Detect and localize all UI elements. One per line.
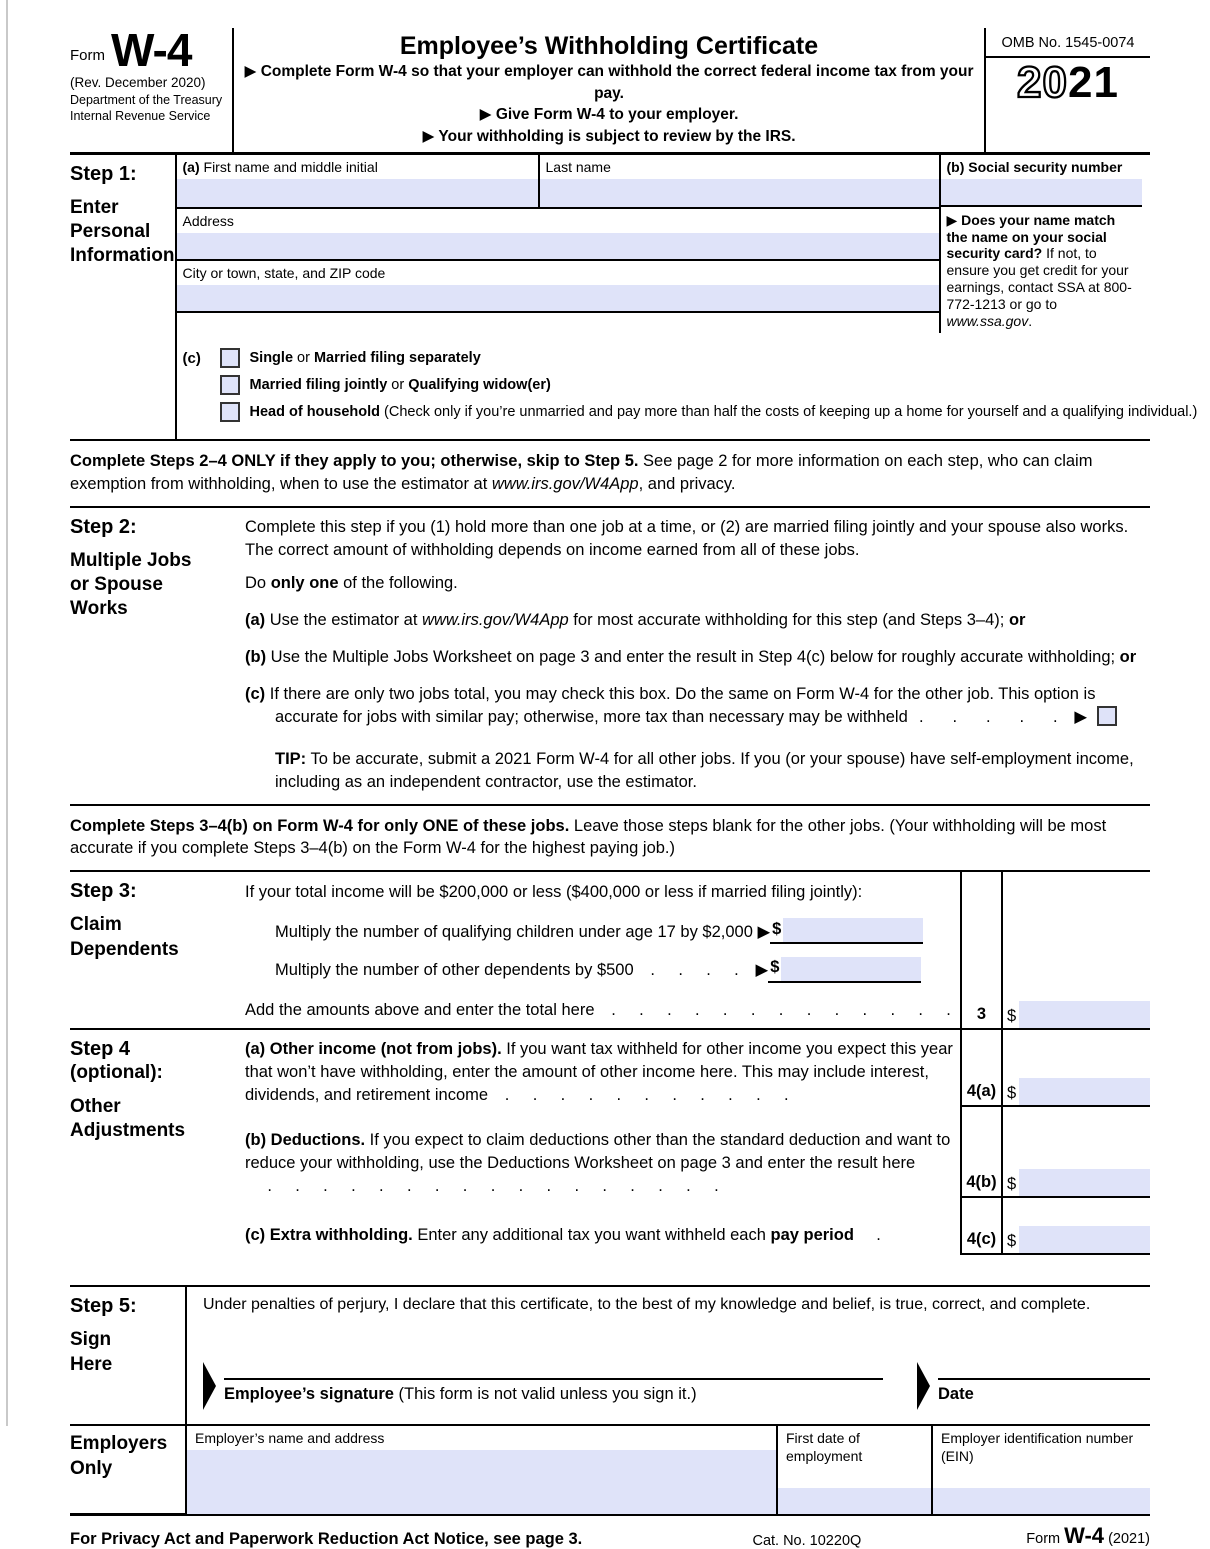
- step1-heading: [70, 155, 175, 440]
- married-jointly-label: Married filing jointly or Qualifying widow(er): [249, 377, 551, 394]
- married-jointly-checkbox[interactable]: [220, 375, 240, 395]
- ein-label: Employer identification number (EIN): [941, 1430, 1134, 1464]
- employee-signature-label: Employee’s signature (This form is not valid unless you sign it.): [224, 1385, 697, 1404]
- signature-arrow-icon: [203, 1362, 216, 1410]
- step4c-amount-input[interactable]: [1019, 1226, 1150, 1253]
- step4-heading: [70, 1030, 245, 1256]
- form-footer: [70, 1516, 1150, 1549]
- step3-total-amount-input[interactable]: [1019, 1001, 1150, 1028]
- date-input[interactable]: [938, 1350, 1150, 1380]
- line-number-3: 3: [960, 983, 1003, 1028]
- step3-total-row: Add the amounts above and enter the total here . . . . . . . . . . . . .: [245, 1000, 952, 1019]
- step2-tip: TIP: To be accurate, submit a 2021 Form W-4 for all other jobs. If you (or your spouse) have self-employment income, including as an independent contractor, use the estimator.: [275, 749, 1134, 791]
- step5-heading: [70, 1287, 185, 1424]
- total-currency-symbol: $: [1007, 1006, 1017, 1025]
- step1-sub-line: Personal: [70, 221, 151, 243]
- header-bullet-3: ▶ Your withholding is subject to review by the IRS.: [422, 128, 796, 146]
- other-dependents-currency-symbol: $: [768, 956, 781, 982]
- employer-name-address-label: Employer’s name and address: [195, 1430, 385, 1447]
- step4c-amount-cell: [1003, 1198, 1150, 1255]
- step2-sub-line: or Spouse: [70, 574, 163, 596]
- step2-section: [70, 508, 1150, 806]
- first-date-employment-label: First date of employment: [786, 1430, 863, 1464]
- step2-title: Step 2:: [70, 515, 137, 538]
- ssn-match-note: ▶ Does your name match the name on your social security card? If not, to ensure you get credit for your earnings, contact SSA at 800-772-1213 or go to www.ssa.gov.: [946, 211, 1132, 329]
- filing-status-row-married-jointly: [177, 375, 1198, 395]
- form-number: W-4: [111, 24, 192, 76]
- omb-year-block: [984, 28, 1150, 152]
- step2-option-c: [245, 683, 1150, 729]
- step5-title: Step 5:: [70, 1295, 137, 1318]
- city-state-zip-label: City or town, state, and ZIP code: [182, 264, 386, 281]
- step3-title: Step 3:: [70, 880, 137, 903]
- step5-sub-line: Here: [70, 1353, 113, 1375]
- scan-edge: [6, 0, 8, 1426]
- step4-title: Step 4: [70, 1037, 131, 1060]
- two-jobs-checkbox[interactable]: [1097, 706, 1117, 726]
- children-amount-input[interactable]: [783, 918, 923, 944]
- city-state-zip-input[interactable]: [177, 285, 939, 313]
- filing-status-group: [177, 333, 1198, 439]
- steps-2-4-intro: Complete Steps 2–4 ONLY if they apply to you; otherwise, skip to Step 5. See page 2 for more information on each step, who can claim exemption from withholding, when to use the estimator at www.irs.gov/W4App, and privacy.: [70, 441, 1150, 508]
- filing-status-row-head-of-household: [177, 402, 1198, 422]
- step3-children-text: Multiply the number of qualifying children under age 17 by $2,000 ▶: [275, 923, 771, 942]
- ssn-input[interactable]: [941, 179, 1142, 207]
- other-dependents-amount-input[interactable]: [781, 957, 921, 983]
- form-title: Employee’s Withholding Certificate: [399, 32, 819, 60]
- step3-sub-line: Claim: [70, 914, 122, 936]
- form-title-block: [232, 28, 984, 152]
- footer-form-year: (2021): [1104, 1531, 1150, 1548]
- year-bold: 21: [1068, 58, 1119, 107]
- item-c-tag: (c): [182, 349, 201, 367]
- first-name-label: (a) First name and middle initial: [182, 158, 378, 175]
- head-of-household-checkbox[interactable]: [220, 402, 240, 422]
- ein-input[interactable]: [933, 1488, 1150, 1514]
- date-label: Date: [938, 1385, 974, 1404]
- step3-other-dependents-row: [245, 944, 960, 982]
- step1-sub-line: Enter: [70, 196, 119, 218]
- employers-title-line: Employers: [70, 1433, 168, 1455]
- privacy-act-notice: For Privacy Act and Paperwork Reduction Act Notice, see page 3.: [70, 1530, 583, 1549]
- step4b-amount-cell: [1003, 1107, 1150, 1198]
- step3-section: [70, 872, 1150, 1029]
- form-word: Form: [70, 47, 105, 65]
- form-identity-block: [70, 24, 232, 152]
- line-number-4a: 4(a): [960, 1030, 1003, 1107]
- employers-fields: [185, 1426, 1150, 1516]
- first-name-input[interactable]: [177, 179, 538, 207]
- line-number-4b: 4(b): [960, 1107, 1003, 1198]
- ssn-label: (b) Social security number: [946, 158, 1123, 175]
- footer-form-number: W-4: [1064, 1523, 1105, 1549]
- step3-total-amount-cell: [1003, 983, 1150, 1028]
- step3-heading: [70, 872, 245, 1027]
- step2-sub-line: Multiple Jobs: [70, 549, 192, 571]
- step3-intro: If your total income will be $200,000 or less ($400,000 or less if married filing jointly):: [245, 883, 863, 902]
- head-of-household-label: Head of household (Check only if you’re unmarried and pay more than half the costs of keeping up a home for yourself and a qualifying individual.): [249, 404, 1198, 421]
- tax-year: [986, 58, 1150, 109]
- filing-status-row-single: [177, 348, 1198, 368]
- step2-sub-line: Works: [70, 598, 128, 620]
- step4b-currency-symbol: $: [1007, 1175, 1017, 1194]
- step5-body: [185, 1287, 1150, 1424]
- step4a-currency-symbol: $: [1007, 1083, 1017, 1102]
- step4c-text: (c) Extra withholding. Enter any additional tax you want withheld each pay period .: [245, 1226, 882, 1245]
- children-currency-symbol: $: [770, 918, 783, 944]
- step1-fields: [175, 155, 1198, 440]
- step4-sub-line: Other: [70, 1095, 121, 1117]
- step1-title: Step 1:: [70, 162, 137, 185]
- step3-children-row: [245, 906, 960, 944]
- step4-sub-line: (optional):: [70, 1061, 163, 1083]
- steps-3-4b-intro: Complete Steps 3–4(b) on Form W-4 for only ONE of these jobs. Leave those steps blank for the other jobs. (Your withholding will be most accurate if you complete Steps 3–4(b) on the Form W-4 for the highest paying job.): [70, 806, 1150, 873]
- single-checkbox[interactable]: [220, 348, 240, 368]
- step4c-currency-symbol: $: [1007, 1232, 1017, 1251]
- step4b-amount-input[interactable]: [1019, 1169, 1150, 1196]
- step4a-amount-cell: [1003, 1030, 1150, 1107]
- step4b-text: (b) Deductions. If you expect to claim deductions other than the standard deduction and want to reduce your withholding, use the Deductions Worksheet on page 3 and enter the result here . . . . . . . . . . . . . . . . .: [245, 1130, 951, 1196]
- last-name-input[interactable]: [540, 179, 939, 207]
- step1-sub-line: Information: [70, 245, 175, 267]
- header-bullet-2: ▶ Give Form W-4 to your employer.: [479, 106, 739, 124]
- employers-title-line: Only: [70, 1457, 113, 1479]
- perjury-statement: Under penalties of perjury, I declare that this certificate, to the best of my knowledge and belief, is true, correct, and complete.: [203, 1296, 1091, 1314]
- step2-option-b: (b) Use the Multiple Jobs Worksheet on page 3 and enter the result in Step 4(c) below for roughly accurate withholding; or: [245, 648, 1137, 667]
- step4-sub-line: Adjustments: [70, 1120, 186, 1142]
- footer-form-word: Form: [1026, 1531, 1065, 1548]
- step4-section: [70, 1030, 1150, 1256]
- step5-sub-line: Sign: [70, 1329, 112, 1351]
- last-name-label: Last name: [545, 158, 611, 175]
- employee-signature-input[interactable]: [224, 1350, 883, 1380]
- step4a-amount-input[interactable]: [1019, 1078, 1150, 1105]
- header-bullet-1: ▶ Complete Form W-4 so that your employer can withhold the correct federal income tax from your pay.: [244, 63, 974, 102]
- step3-other-dependents-text: Multiply the number of other dependents by $500 . . . . ▶: [275, 961, 769, 980]
- step2-body: [245, 508, 1150, 804]
- step2-paragraph-1: Complete this step if you (1) hold more than one job at a time, or (2) are married filing jointly and your spouse also works. The correct amount of withholding depends on income earned from all of these jobs.: [245, 517, 1129, 559]
- catalog-number: Cat. No. 10220Q: [752, 1533, 862, 1549]
- form-revision: (Rev. December 2020): [70, 75, 206, 91]
- omb-number: OMB No. 1545-0074: [986, 28, 1150, 58]
- address-label: Address: [182, 212, 234, 229]
- form-header: [70, 24, 1150, 155]
- line-number-4c: 4(c): [960, 1198, 1003, 1255]
- address-input[interactable]: [177, 233, 939, 261]
- step3-sub-line: Dependents: [70, 938, 179, 960]
- employers-only-section: [70, 1426, 1150, 1516]
- footer-form-id: [1026, 1523, 1150, 1549]
- form-w4-page: [70, 24, 1198, 1549]
- step5-section: [70, 1285, 1150, 1426]
- agency-treasury: Department of the Treasury: [70, 93, 223, 108]
- step2-option-a: (a) Use the estimator at www.irs.gov/W4App for most accurate withholding for this step (and Steps 3–4); or: [245, 611, 1026, 630]
- year-outline: 20: [1017, 58, 1068, 107]
- agency-irs: Internal Revenue Service: [70, 109, 211, 124]
- step2-paragraph-2: Do only one of the following.: [245, 574, 458, 593]
- step1-section: [70, 155, 1198, 442]
- step2-heading: [70, 508, 245, 804]
- employer-name-address-input[interactable]: [187, 1450, 776, 1515]
- single-label: Single or Married filing separately: [249, 350, 481, 367]
- first-date-employment-input[interactable]: [778, 1488, 931, 1514]
- step4a-text: (a) Other income (not from jobs). If you want tax withheld for other income you expect this year that won’t have withholding, enter the amount of other income here. This may include interest, dividends, and retirement income . . . . . . . . . . .: [245, 1039, 953, 1104]
- step2-option-c-text: (c) If there are only two jobs total, you may check this box. Do the same on Form W-4 for the other job. This option is accurate for jobs with similar pay; otherwise, more tax than necessary may be withheld . . . . . ▶: [245, 685, 1096, 727]
- employers-only-heading: [70, 1426, 185, 1516]
- date-arrow-icon: [917, 1362, 930, 1410]
